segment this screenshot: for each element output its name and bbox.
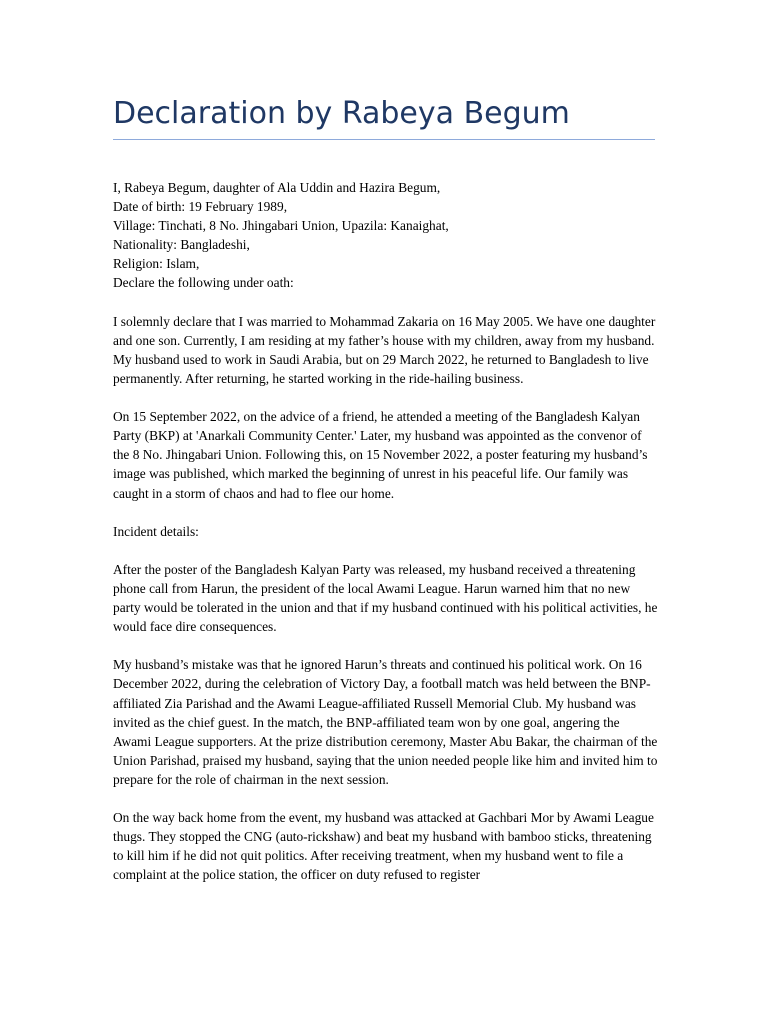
intro-line-name: I, Rabeya Begum, daughter of Ala Uddin and Hazira Begum, [113,180,441,195]
paragraph-attack: On the way back home from the event, my husband was attacked at Gachbari Mor by Awami League thugs. They stopped the CNG (auto-rickshaw) and beat my husband with bamboo sticks, threatening to kill him if he did not quit politics. After receiving treatment, when my husband went to file a complaint at the police station, the officer on duty refused to register [113,810,654,883]
document-body [113,178,658,884]
paragraph-football-match: My husband’s mistake was that he ignored Harun’s threats and continued his political work. On 16 December 2022, during the celebration of Victory Day, a football match was held between the BNP-affiliated Zia Parishad and the Awami League-affiliated Russell Memorial Club. My husband was invited as the chief guest. In the match, the BNP-affiliated team won by one goal, angering the Awami League supporters. At the prize distribution ceremony, Master Abu Bakar, the chairman of the Union Parishad, praised my husband, saying that the union needed people like him and invited him to prepare for the role of chairman in the next session. [113,657,658,787]
title-underline [113,139,655,140]
personal-details [113,178,658,293]
incident-details-heading: Incident details: [113,523,199,539]
paragraph-threat-call: After the poster of the Bangladesh Kalyan Party was released, my husband received a threatening phone call from Harun, the president of the local Awami League. Harun warned him that no new party would be tolerated in the union and that if my husband continued with his political activities, he would face dire consequences. [113,561,658,635]
intro-line-dob: Date of birth: 19 February 1989, [113,199,288,215]
intro-line-village: Village: Tinchati, 8 No. Jhingabari Union, Upazila: Kanaighat, [113,218,449,234]
paragraph-marriage: I solemnly declare that I was married to Mohammad Zakaria on 16 May 2005. We have one daughter and one son. Currently, I am residing at my father’s house with my children, away from my husband. My husband used to work in Saudi Arabia, but on 29 March 2022, he returned to Bangladesh to live permanently. After returning, he started working in the ride-hailing business. [113,313,656,386]
intro-line-nationality: Nationality: Bangladeshi, [113,237,250,253]
intro-line-oath: Declare the following under oath: [113,275,294,291]
intro-line-religion: Religion: Islam, [113,256,200,272]
paragraph-party-meeting: On 15 September 2022, on the advice of a friend, he attended a meeting of the Bangladesh Kalyan Party (BKP) at 'Anarkali Community Center.' Later, my husband was appointed as the convenor of the 8 No. Jhingabari Union. Following this, on 15 November 2022, a poster featuring my husband’s image was published, which marked the beginning of unrest in his peaceful life. Our family was caught in a storm of chaos and had to flee our home. [113,409,648,501]
document-title: Declaration by Rabeya Begum [113,96,570,131]
